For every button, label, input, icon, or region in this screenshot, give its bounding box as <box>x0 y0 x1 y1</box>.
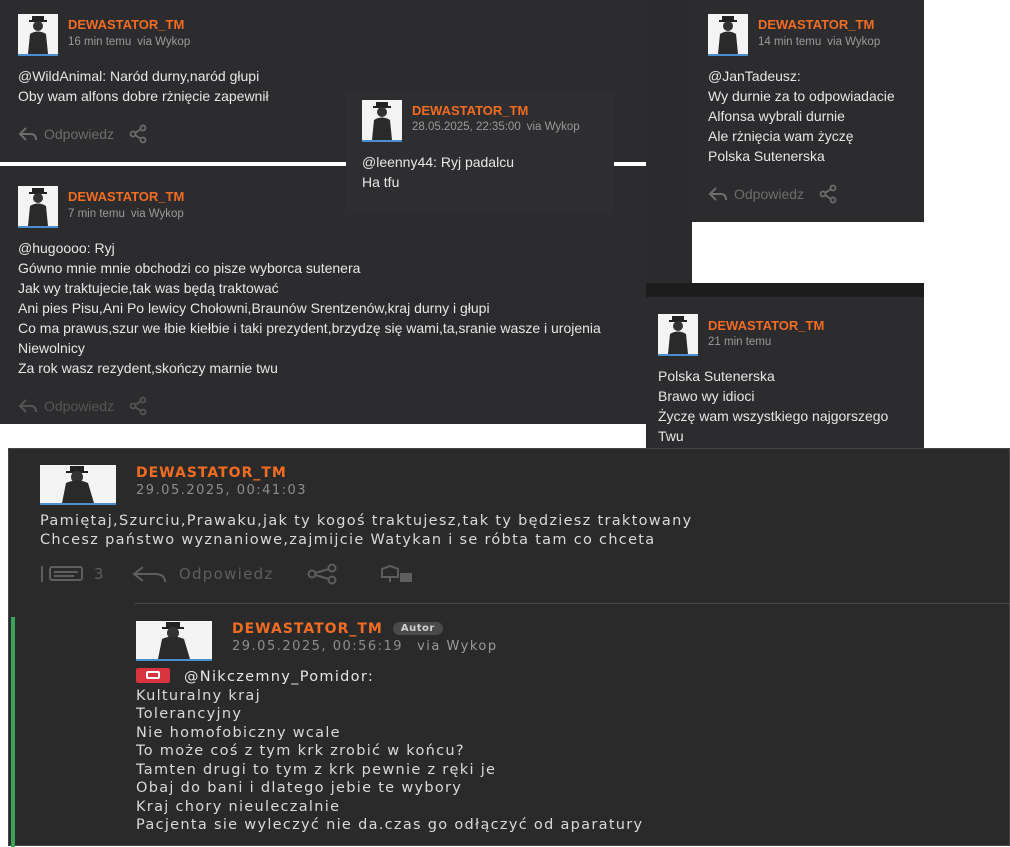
mention-link[interactable]: @Nikczemny_Pomidor: <box>184 669 375 685</box>
timestamp: 29.05.2025, 00:41:03 <box>136 483 308 498</box>
body-line: Oby wam alfons dobre rżnięcie zapewnił <box>18 88 269 104</box>
username[interactable]: DEWASTATOR_TM <box>68 17 185 32</box>
reply-button[interactable]: Odpowiedz <box>734 186 805 202</box>
via-label[interactable]: via Wykop <box>526 121 580 133</box>
mention-link[interactable]: @hugoooo: <box>18 240 91 256</box>
body-line: Nie homofobiczny wcale <box>136 724 341 741</box>
username[interactable]: DEWASTATOR_TM <box>68 189 185 204</box>
avatar[interactable] <box>18 186 58 228</box>
mention-link[interactable]: @JanTadeusz: <box>708 68 801 84</box>
body-line: Pamiętaj,Szurciu,Prawaku,jak ty kogoś traktujesz,tak ty będziesz traktowany <box>40 513 693 529</box>
divider <box>646 283 924 297</box>
reply-button[interactable]: Odpowiedz <box>178 565 274 583</box>
thread-indicator <box>11 617 15 847</box>
comment-meta <box>232 639 498 654</box>
via-label[interactable]: via Wykop <box>137 36 191 48</box>
timestamp: 21 min temu <box>708 336 772 348</box>
comment-card <box>346 92 614 214</box>
comment-body <box>658 366 888 446</box>
avatar[interactable] <box>136 621 212 661</box>
share-icon[interactable] <box>302 563 342 585</box>
timestamp: 29.05.2025, 00:56:19 <box>232 639 404 654</box>
comment-body <box>708 66 895 166</box>
reply-icon[interactable] <box>131 564 169 584</box>
body-line: Brawo wy idioci <box>658 388 755 404</box>
reply-button[interactable]: Odpowiedz <box>44 126 115 142</box>
body-line: Gówno mnie mnie obchodzi co pisze wyborca sutenera <box>18 260 361 276</box>
body-line: Życzę wam wszystkiego najgorszego <box>658 408 889 424</box>
comment-card <box>692 0 924 222</box>
author-badge: Autor <box>393 622 443 635</box>
comment-actions <box>18 124 148 144</box>
body-line: Ryj padalcu <box>440 154 514 170</box>
body-line: Jak wy traktujecie,tak was będą traktować <box>18 280 279 296</box>
mention-icon <box>136 668 170 683</box>
comment-actions <box>708 184 838 204</box>
body-line: Obaj do bani i dlatego jebie te wybory <box>136 780 463 796</box>
username[interactable]: DEWASTATOR_TM <box>136 465 287 481</box>
comment-actions <box>18 396 148 416</box>
comment-body <box>362 152 514 192</box>
via-label[interactable]: via Wykop <box>827 36 881 48</box>
comment-meta <box>68 36 190 48</box>
body-line: Twu <box>658 428 684 444</box>
timestamp: 7 min temu <box>68 208 125 220</box>
share-icon[interactable] <box>128 124 148 144</box>
body-line: Naród durny,naród głupi <box>110 68 260 84</box>
timestamp: 28.05.2025, 22:35:00 <box>412 121 521 133</box>
body-line: Za rok wasz rezydent,skończy marnie twu <box>18 360 278 376</box>
body-line: Kulturalny kraj <box>136 687 261 704</box>
username[interactable] <box>232 621 443 637</box>
username[interactable]: DEWASTATOR_TM <box>758 17 875 32</box>
via-label[interactable]: via Wykop <box>417 639 498 654</box>
avatar[interactable] <box>658 314 698 356</box>
body-line: Alfonsa wybrali durnie <box>708 108 845 124</box>
avatar[interactable] <box>708 14 748 56</box>
reply-icon[interactable] <box>18 126 38 142</box>
body-line: Chcesz państwo wyznaniowe,zajmijcie Watykan i se róbta tam co chceta <box>40 531 656 548</box>
divider <box>646 0 692 300</box>
username[interactable]: DEWASTATOR_TM <box>412 103 529 118</box>
body-line: Kraj chory nieuleczalnie <box>136 798 341 815</box>
body-line: Co ma prawus,szur we łbie kiełbie i taki prezydent,brzydzę się wami,ta,sranie wasze i urojenia <box>18 320 601 336</box>
comment-body <box>40 512 692 549</box>
avatar[interactable] <box>40 465 116 505</box>
avatar[interactable] <box>362 100 402 142</box>
via-label[interactable]: via Wykop <box>130 208 184 220</box>
body-line: Tolerancyjny <box>136 706 243 722</box>
username[interactable]: DEWASTATOR_TM <box>708 318 825 333</box>
divider <box>135 603 1010 604</box>
timestamp: 16 min temu <box>68 36 132 48</box>
share-icon[interactable] <box>128 396 148 416</box>
reply-button[interactable]: Odpowiedz <box>44 398 115 414</box>
reply-icon[interactable] <box>708 186 728 202</box>
comment-thread <box>8 448 1010 846</box>
comment-actions <box>40 563 420 585</box>
body-line: Ani pies Pisu,Ani Po lewicy Chołowni,Braunów Srentzenów,kraj durny i głupi <box>18 300 490 316</box>
comment-meta <box>758 36 880 48</box>
body-line: Niewolnicy <box>18 340 85 356</box>
body-line: Pacjenta sie wyleczyć nie da.czas go odłączyć od aparatury <box>136 817 644 833</box>
comment-card <box>646 297 924 448</box>
timestamp: 14 min temu <box>758 36 822 48</box>
body-line: Ale rżnięcia wam życzę <box>708 128 854 144</box>
comment-count[interactable]: 3 <box>94 565 105 583</box>
comments-icon[interactable] <box>40 564 84 584</box>
body-line: Wy durnie za to odpowiadacie <box>708 88 895 104</box>
body-line: Polska Sutenerska <box>658 368 775 384</box>
report-icon[interactable] <box>376 563 420 585</box>
username-text[interactable]: DEWASTATOR_TM <box>232 621 383 637</box>
comment-meta <box>412 121 580 133</box>
comment-body <box>18 66 269 106</box>
body-line: Tamten drugi to tym z krk pewnie z ręki je <box>136 761 497 778</box>
mention-link[interactable]: @WildAnimal: <box>18 68 107 84</box>
avatar[interactable] <box>18 14 58 56</box>
reply-icon[interactable] <box>18 398 38 414</box>
comment-body <box>136 668 643 835</box>
comment-body <box>18 238 601 378</box>
body-line: Polska Sutenerska <box>708 148 825 164</box>
comment-meta <box>68 208 184 220</box>
body-line: To może coś z tym krk zrobić w końcu? <box>136 743 465 759</box>
body-line: Ha tfu <box>362 174 400 190</box>
body-line: Ryj <box>94 240 115 256</box>
share-icon[interactable] <box>818 184 838 204</box>
mention-link[interactable]: @leenny44: <box>362 154 437 170</box>
